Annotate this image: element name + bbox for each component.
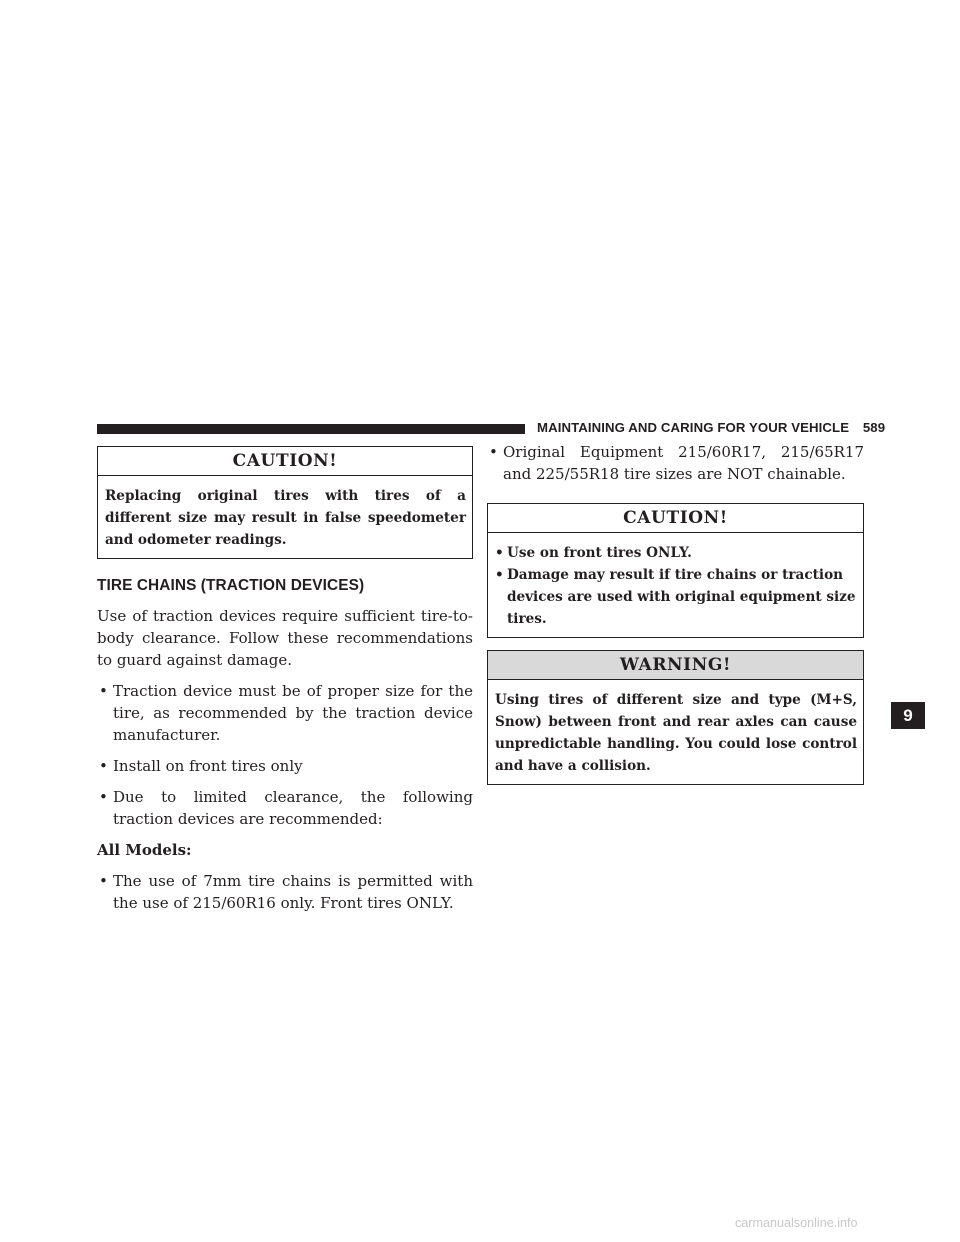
caution-box-chains	[487, 503, 864, 638]
caution-list	[495, 542, 857, 630]
watermark: carmanualsonline.info	[735, 1216, 858, 1230]
caution-body	[98, 476, 472, 558]
list-item: • Install on front tires only	[97, 755, 473, 777]
list-item: • Damage may result if tire chains or traction devices are used with original equipment size tires.	[495, 564, 857, 630]
right-column	[487, 443, 864, 785]
recommendation-list	[97, 680, 473, 830]
warning-title: WARNING!	[488, 651, 863, 680]
chapter-tab: 9	[891, 702, 925, 729]
chainable-list	[487, 441, 864, 485]
running-title: MAINTAINING AND CARING FOR YOUR VEHICLE	[537, 420, 850, 435]
list-item: • The use of 7mm tire chains is permitted with the use of 215/60R16 only. Front tires ONLY.	[97, 870, 473, 914]
list-item: • Due to limited clearance, the following traction devices are recommended:	[97, 786, 473, 830]
left-column	[97, 446, 473, 923]
section-heading: TIRE CHAINS (TRACTION DEVICES)	[97, 577, 365, 594]
list-item: • Traction device must be of proper size for the tire, as recommended by the traction device manufacturer.	[97, 680, 473, 746]
running-header	[537, 418, 886, 438]
list-item: • Use on front tires ONLY.	[495, 542, 857, 564]
list-item: • Original Equipment 215/60R17, 215/65R17 and 225/55R18 tire sizes are NOT chainable.	[487, 441, 864, 485]
header-rule	[97, 424, 525, 434]
intro-paragraph: Use of traction devices require sufficient tire-to-body clearance. Follow these recommendations to guard against damage.	[97, 607, 473, 669]
caution-box-size	[97, 446, 473, 559]
warning-body	[488, 680, 863, 784]
page-number: 589	[862, 420, 886, 435]
warning-text: Using tires of different size and type (M+S, Snow) between front and rear axles can cause unpredictable handling. You could lose control and have a collision.	[495, 692, 857, 774]
caution-title: CAUTION!	[488, 504, 863, 533]
model-list	[97, 870, 473, 914]
caution-text: Replacing original tires with tires of a different size may result in false speedometer and odometer readings.	[105, 488, 466, 548]
caution-title: CAUTION!	[98, 447, 472, 476]
all-models-subhead: All Models:	[97, 841, 192, 859]
warning-box	[487, 650, 864, 785]
caution-body	[488, 533, 863, 637]
